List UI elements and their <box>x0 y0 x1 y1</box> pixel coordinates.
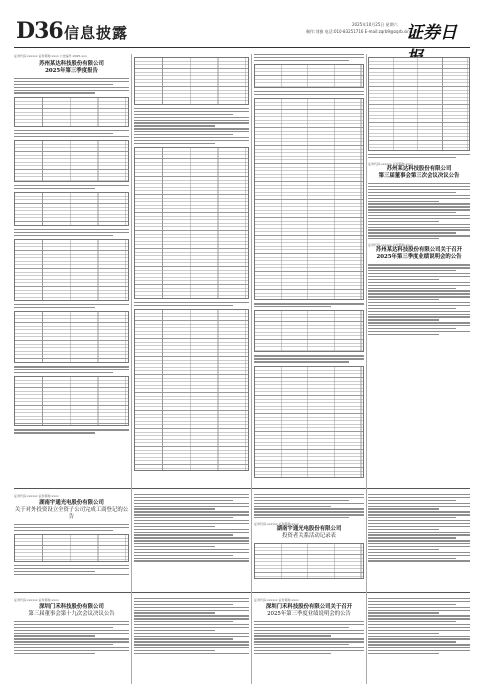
announcement-company: 苏州某达科技股份有限公司 <box>386 166 452 173</box>
column-2 <box>134 54 249 484</box>
data-table <box>14 140 129 182</box>
bottom-text-2 <box>134 494 249 563</box>
column-1 <box>14 54 129 484</box>
article-meta: 证券代码:xxxxxx 证券简称:xxxx 公告编号:2025-xxx <box>14 54 87 58</box>
column-divider <box>366 54 367 684</box>
data-table <box>254 366 364 478</box>
column-divider <box>131 54 132 684</box>
announcement-company: 深圳门禾科技股份有限公司关于召开 <box>265 604 353 610</box>
data-table <box>14 239 129 301</box>
announcement-title: 2025年第三季度业绩说明会的公告 <box>376 254 462 261</box>
announcement-title: 投资者关系活动记录表 <box>282 533 336 540</box>
data-table <box>254 310 364 352</box>
data-table <box>254 64 364 88</box>
data-table <box>14 97 129 127</box>
announcement-company: 湖南宇通光电股份有限公司 <box>276 526 342 533</box>
issue-date: 2025年10月25日 星期六 <box>352 22 398 27</box>
announcement-title: 2025年第三季度报告 <box>45 68 98 74</box>
announcement-title: 2025年第三季度业绩说明会的公告 <box>267 611 351 617</box>
announcement-title: 第三届董事会第三次会议决议公告 <box>378 173 460 180</box>
data-table <box>14 192 129 226</box>
column-3 <box>254 54 364 484</box>
announcement-company: 苏州某达科技股份有限公司关于召开 <box>375 247 463 254</box>
article-meta: 证券代码:xxxxxx 证券简称:xxxx <box>14 598 59 602</box>
column-divider <box>251 54 252 684</box>
announcement-company: 苏州某达科技股份有限公司 <box>39 61 104 67</box>
data-table <box>368 57 470 151</box>
section-divider <box>14 592 470 593</box>
article-meta: 证券代码:xxxxxx 证券简称:xxxx <box>254 522 299 527</box>
announcement-company: 深圳门禾科技股份有限公司 <box>39 604 104 610</box>
article-meta: 证券代码:xxxxxx 证券简称:xxxx <box>368 243 413 248</box>
bottom-block-3 <box>254 494 364 582</box>
bottom-text-4 <box>368 494 470 563</box>
article-meta: 证券代码:xxxxxx 证券简称:xxxx <box>14 494 59 498</box>
data-table <box>134 147 249 299</box>
newspaper-page <box>14 14 470 686</box>
page-header <box>14 14 470 48</box>
announcement-title: 第三届董事会第十九次会议决议公告 <box>28 611 115 617</box>
bottom-text-8 <box>368 598 470 656</box>
data-table <box>14 311 129 363</box>
bottom-block-5 <box>14 598 129 656</box>
page-number: D36 <box>16 18 63 44</box>
newspaper-logo: 证券日 <box>406 23 457 43</box>
section-title: 信息披露 <box>64 24 129 42</box>
section-divider <box>14 488 470 489</box>
article-meta: 证券代码:xxxxxx 证券简称:xxxx <box>254 598 299 602</box>
data-table <box>134 309 249 471</box>
column-4 <box>368 54 470 484</box>
bottom-block-1 <box>14 494 129 577</box>
announcement-title: 关于对外投资设立全资子公司完成工商登记的公告 <box>14 507 129 520</box>
bottom-block-7 <box>254 598 364 656</box>
data-table <box>134 57 249 105</box>
header-rule <box>14 47 470 48</box>
editor-contact: 制作:刘雅 电话:010-83251716 E-mail:zqrb9@zqrb.sina.net <box>306 29 421 34</box>
data-table <box>254 98 364 300</box>
article-meta: 证券代码:xxxxxx 证券简称:xxxx <box>368 162 413 167</box>
announcement-company: 湖南宇通光电股份有限公司 <box>39 500 104 506</box>
bottom-text-6 <box>134 598 249 656</box>
data-table <box>14 534 129 562</box>
data-table <box>254 543 364 579</box>
data-table <box>14 376 129 426</box>
